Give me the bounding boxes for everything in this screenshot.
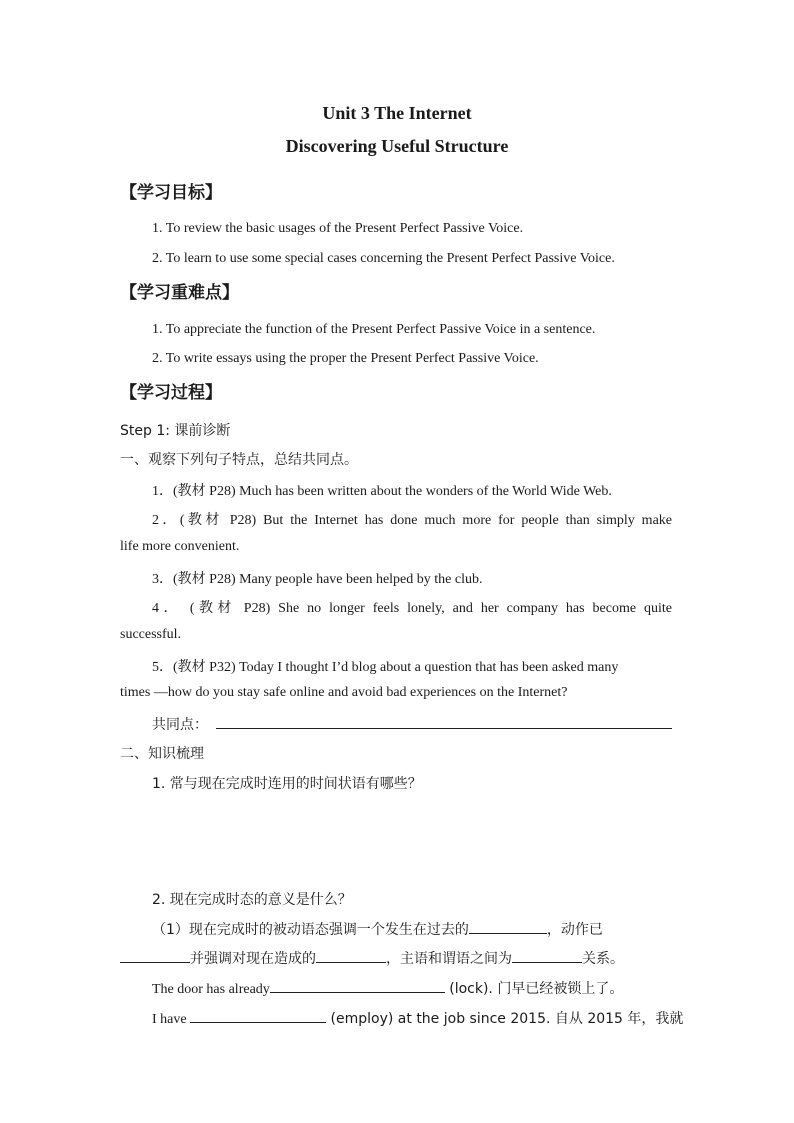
- example-sentence-continued: times —how do you stay safe online and avoid bad experiences on the Internet?: [120, 685, 568, 700]
- exercise-1-text: The door has already: [152, 982, 270, 997]
- employ-answer-blank[interactable]: [190, 1008, 326, 1023]
- example-sentence: 1．(教材 P28) Much has been written about the wonders of the World Wide Web.: [152, 484, 612, 499]
- example-sentence: 2．(教材 P28) But the Internet has done much more for people than simply make: [152, 513, 672, 528]
- lock-answer-blank[interactable]: [270, 978, 445, 993]
- objective-item: 1. To review the basic usages of the Present Perfect Passive Voice.: [152, 221, 524, 236]
- key-point-item: 2. To write essays using the proper the Present Perfect Passive Voice.: [152, 351, 539, 366]
- action-state-blank[interactable]: [120, 948, 190, 963]
- question-2: 2. 现在完成时态的意义是什么？: [152, 892, 352, 908]
- example-sentence: 5．(教材 P32) Today I thought I’d blog about a question that has been asked many: [152, 660, 619, 675]
- exercise-2-hint: (employ) at the job since 2015. 自从 2015 年，我就: [326, 1011, 684, 1027]
- q2-line-1-suffix: ，动作已: [546, 922, 603, 938]
- example-sentence-continued: successful.: [120, 627, 182, 642]
- objectives-heading: 【学习目标】: [120, 183, 222, 203]
- common-point-label: 共同点：: [152, 717, 208, 733]
- q2-line-1-text: （1）现在完成时的被动语态强调一个发生在过去的: [152, 922, 469, 938]
- effect-blank[interactable]: [316, 948, 386, 963]
- example-sentence: 3．(教材 P28) Many people have been helped by the club.: [152, 572, 483, 587]
- past-event-blank[interactable]: [469, 919, 547, 934]
- part-1-title: 一、观察下列句子特点，总结共同点。: [120, 452, 358, 468]
- q2-line-2: [120, 948, 624, 968]
- exercise-2-text: I have: [152, 1012, 191, 1027]
- exercise-1: [152, 978, 623, 998]
- relation-blank[interactable]: [512, 948, 582, 963]
- part-2-title: 二、知识梳理: [120, 746, 204, 762]
- key-point-item: 1. To appreciate the function of the Present Perfect Passive Voice in a sentence.: [152, 322, 596, 337]
- key-points-heading: 【学习重难点】: [120, 283, 239, 303]
- q2-line-1: [152, 919, 603, 939]
- question-1: 1. 常与现在完成时连用的时间状语有哪些？: [152, 776, 422, 792]
- q2-line-2-text: 并强调对现在造成的: [190, 951, 316, 967]
- lesson-subtitle: Discovering Useful Structure: [285, 136, 509, 156]
- q2-line-2-suffix: 关系。: [582, 951, 624, 967]
- q2-line-2-middle: ，主语和谓语之间为: [386, 951, 512, 967]
- exercise-2: [152, 1008, 683, 1028]
- objective-item: 2. To learn to use some special cases concerning the Present Perfect Passive Voice.: [152, 251, 615, 266]
- step-1-label: Step 1: 课前诊断: [120, 423, 231, 439]
- common-point-blank[interactable]: [216, 714, 672, 729]
- exercise-1-hint: (lock). 门早已经被锁上了。: [444, 981, 624, 997]
- example-sentence: 4． (教材 P28) She no longer feels lonely, and her company has become quite: [152, 601, 672, 616]
- example-sentence-continued: life more convenient.: [120, 539, 240, 554]
- process-heading: 【学习过程】: [120, 383, 222, 403]
- unit-title: Unit 3 The Internet: [322, 103, 472, 123]
